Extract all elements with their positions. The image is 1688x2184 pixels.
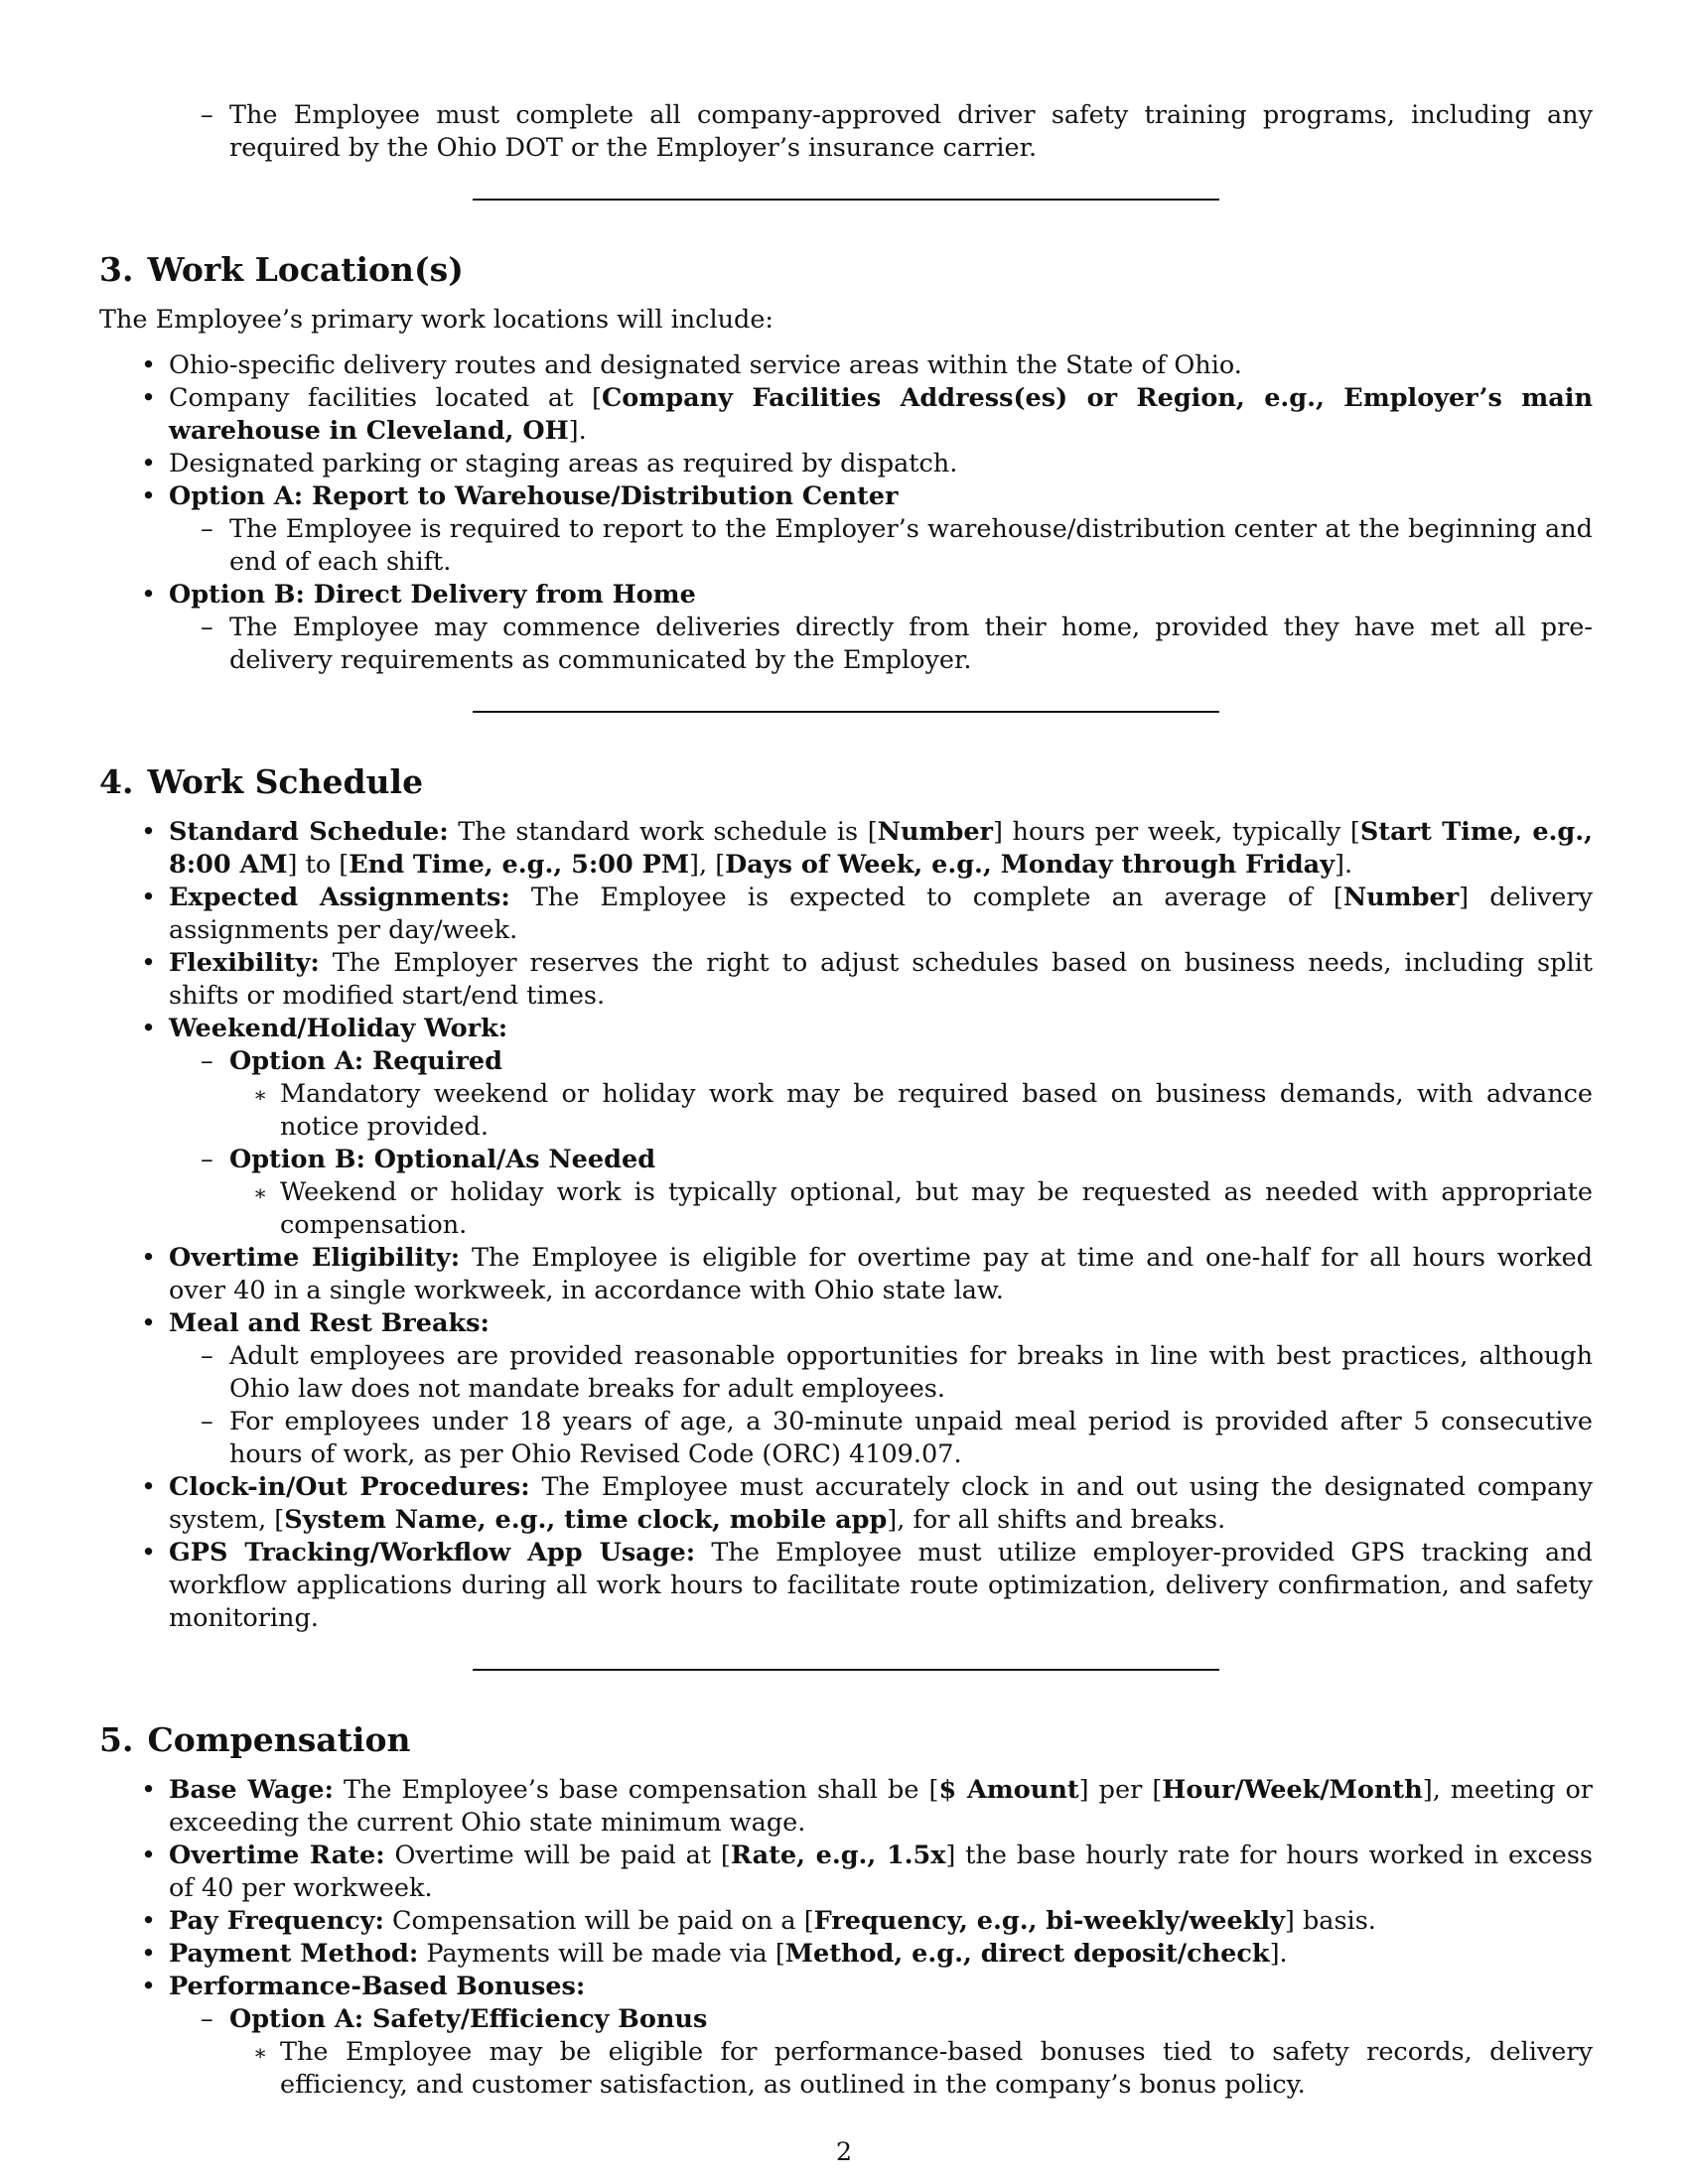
list-item: • Base Wage: The Employee’s base compensation shall be [$ Amount] per [Hour/Week/Month], meeting or exceeding the current Ohio state minimum wage. xyxy=(169,1774,1593,1840)
list-item: • Clock-in/Out Procedures: The Employee must accurately clock in and out using the designated company system, [System Name, e.g., time clock, mobile app], for all shifts and breaks. xyxy=(169,1471,1593,1537)
list-item: • Flexibility: The Employer reserves the right to adjust schedules based on business needs, including split shifts or modified start/end times. xyxy=(169,947,1593,1013)
compensation-list xyxy=(169,1774,1593,2102)
list-item: ∗ Weekend or holiday work is typically optional, but may be requested as needed with appropriate compensation. xyxy=(280,1176,1593,1242)
list-item: • Designated parking or staging areas as required by dispatch. xyxy=(169,448,1593,480)
section-heading-work-locations: 3. Work Location(s) xyxy=(99,250,464,289)
list-item: • Ohio-specific delivery routes and designated service areas within the State of Ohio. xyxy=(169,349,1593,382)
list-item: – Option A: Safety/Efficiency Bonus ∗ The Employee may be eligible for performance-based bonuses tied to safety records, delivery efficiency, and customer satisfaction, as outlined in the company’s bonus policy. xyxy=(229,2003,1593,2102)
list-item: ∗ The Employee may be eligible for performance-based bonuses tied to safety records, delivery efficiency, and customer satisfaction, as outlined in the company’s bonus policy. xyxy=(280,2036,1593,2102)
list-item: • Meal and Rest Breaks: – Adult employees are provided reasonable opportunities for breaks in line with best practices, although Ohio law does not mandate breaks for adult employees. – For employees under 18 years of age, a 30-minute unpaid meal period is provided after 5 consecutive hours of work, as per Ohio Revised Code (ORC) 4109.07. xyxy=(169,1307,1593,1471)
page-number: 2 xyxy=(835,2137,853,2167)
section-heading-work-schedule: 4. Work Schedule xyxy=(99,762,424,801)
list-item: • Weekend/Holiday Work: – Option A: Required ∗ Mandatory weekend or holiday work may be required based on business demands, with advance notice provided. – Option B: Optional/As Needed ∗ Weekend or holiday work is typically optional, but may be requested as needed with appropriate compensation. xyxy=(169,1013,1593,1242)
list-item: • Option B: Direct Delivery from Home – The Employee may commence deliveries directly from their home, provided they have met all pre-delivery requirements as communicated by the Employer. xyxy=(169,579,1593,677)
list-item: – Adult employees are provided reasonable opportunities for breaks in line with best practices, although Ohio law does not mandate breaks for adult employees. xyxy=(229,1340,1593,1406)
page-content xyxy=(99,99,1593,2102)
work-schedule-list xyxy=(169,816,1593,1635)
list-item: – For employees under 18 years of age, a 30-minute unpaid meal period is provided after 5 consecutive hours of work, as per Ohio Revised Code (ORC) 4109.07. xyxy=(229,1406,1593,1471)
list-item: – The Employee must complete all company-approved driver safety training programs, including any required by the Ohio DOT or the Employer’s insurance carrier. xyxy=(229,99,1593,165)
intro-sublist xyxy=(229,99,1593,165)
list-item: • Overtime Eligibility: The Employee is eligible for overtime pay at time and one-half for all hours worked over 40 in a single workweek, in accordance with Ohio state law. xyxy=(169,1242,1593,1307)
list-item: • Pay Frequency: Compensation will be paid on a [Frequency, e.g., bi-weekly/weekly] basis. xyxy=(169,1905,1593,1938)
list-item: ∗ Mandatory weekend or holiday work may be required based on business demands, with advance notice provided. xyxy=(280,1078,1593,1144)
list-item: – The Employee is required to report to the Employer’s warehouse/distribution center at the beginning and end of each shift. xyxy=(229,513,1593,579)
list-item: • Payment Method: Payments will be made via [Method, e.g., direct deposit/check]. xyxy=(169,1938,1593,1971)
list-item: • Expected Assignments: The Employee is expected to complete an average of [Number] delivery assignments per day/week. xyxy=(169,882,1593,947)
work-locations-list xyxy=(169,349,1593,677)
list-item: • Overtime Rate: Overtime will be paid at [Rate, e.g., 1.5x] the base hourly rate for hours worked in excess of 40 per workweek. xyxy=(169,1840,1593,1905)
list-item: • Option A: Report to Warehouse/Distribution Center – The Employee is required to report to the Employer’s warehouse/distribution center at the beginning and end of each shift. xyxy=(169,480,1593,579)
list-item: • Performance-Based Bonuses: – Option A: Safety/Efficiency Bonus ∗ The Employee may be eligible for performance-based bonuses tied to safety records, delivery efficiency, and customer satisfaction, as outlined in the company’s bonus policy. xyxy=(169,1971,1593,2102)
section-heading-compensation: 5. Compensation xyxy=(99,1720,411,1759)
list-item: – The Employee may commence deliveries directly from their home, provided they have met all pre-delivery requirements as communicated by the Employer. xyxy=(229,612,1593,677)
section-lead: The Employee’s primary work locations will include: xyxy=(99,305,774,335)
list-item: • Company facilities located at [Company Facilities Address(es) or Region, e.g., Employer’s main warehouse in Cleveland, OH]. xyxy=(169,382,1593,448)
list-item: • Standard Schedule: The standard work schedule is [Number] hours per week, typically [Start Time, e.g., 8:00 AM] to [End Time, e.g., 5:00 PM], [Days of Week, e.g., Monday through Friday]. xyxy=(169,816,1593,882)
list-item: • GPS Tracking/Workflow App Usage: The Employee must utilize employer-provided GPS tracking and workflow applications during all work hours to facilitate route optimization, delivery confirmation, and safety monitoring. xyxy=(169,1537,1593,1635)
list-item: – Option A: Required ∗ Mandatory weekend or holiday work may be required based on business demands, with advance notice provided. xyxy=(229,1045,1593,1144)
list-item: – Option B: Optional/As Needed ∗ Weekend or holiday work is typically optional, but may be requested as needed with appropriate compensation. xyxy=(229,1144,1593,1242)
intro-list xyxy=(169,99,1593,165)
